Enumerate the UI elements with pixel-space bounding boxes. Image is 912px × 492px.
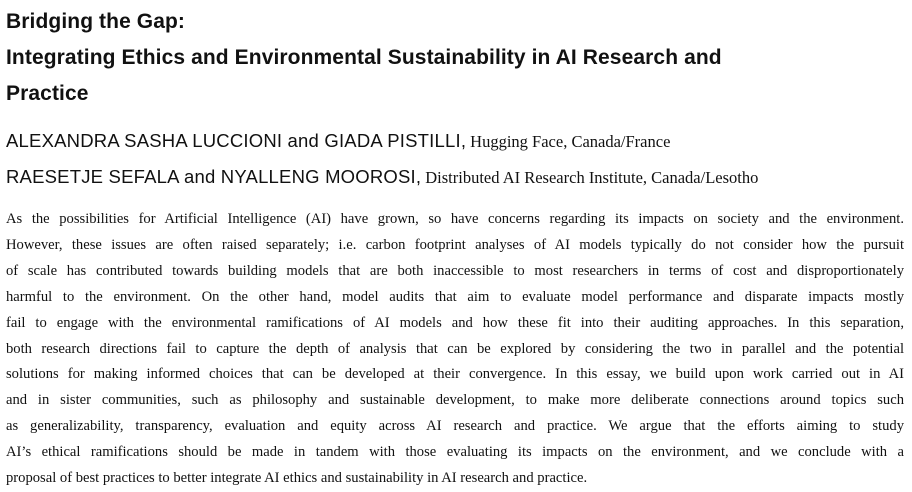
author-line xyxy=(6,124,904,160)
title-line: Integrating Ethics and Environmental Sustainability in AI Research and xyxy=(6,46,722,69)
author-affiliation: Distributed AI Research Institute, Canada/Lesotho xyxy=(425,168,759,187)
abstract-line: harmful to the environment. On the other hand, model audits that aim to evaluate model performance and disparate impacts mostly xyxy=(6,288,904,305)
abstract-line: proposal of best practices to better integrate AI ethics and sustainability in AI research and practice. xyxy=(6,470,588,487)
abstract-line: of scale has contributed towards building models that are both inaccessible to most researchers in terms of cost and disproportionately xyxy=(6,262,904,279)
author-line xyxy=(6,160,904,196)
abstract-line: as generalizability, transparency, evaluation and equity across AI research and practice. We argue that the efforts aiming to study xyxy=(6,418,904,435)
author-names: RAESETJE SEFALA and NYALLENG MOOROSI, xyxy=(6,166,422,187)
abstract-line: AI’s ethical ramifications should be made in tandem with those evaluating its impacts on the environment, and we conclude with a xyxy=(6,444,904,461)
author-names: ALEXANDRA SASHA LUCCIONI and GIADA PISTILLI, xyxy=(6,130,467,151)
title-line: Bridging the Gap: xyxy=(6,10,186,33)
title-line: Practice xyxy=(6,82,89,105)
author-block xyxy=(6,124,904,196)
abstract xyxy=(6,207,904,492)
author-affiliation: Hugging Face, Canada/France xyxy=(470,132,671,151)
abstract-line: solutions for making informed choices that can be developed at their convergence. In this essay, we build upon work carried out in AI xyxy=(6,366,904,383)
paper-title xyxy=(6,4,904,112)
abstract-line: both research directions fail to capture the depth of analysis that can be explored by considering the two in parallel and the potential xyxy=(6,340,904,357)
abstract-line: and in sister communities, such as philosophy and sustainable development, to make more deliberate connections around topics such xyxy=(6,392,904,409)
paper-first-page xyxy=(6,4,904,492)
abstract-line: However, these issues are often raised separately; i.e. carbon footprint analyses of AI models typically do not consider how the pursuit xyxy=(6,236,904,253)
abstract-line: As the possibilities for Artificial Intelligence (AI) have grown, so have concerns regarding its impacts on society and the environment. xyxy=(6,211,904,227)
abstract-line: fail to engage with the environmental ramifications of AI models and how these fit into their auditing approaches. In this separation, xyxy=(6,314,904,331)
